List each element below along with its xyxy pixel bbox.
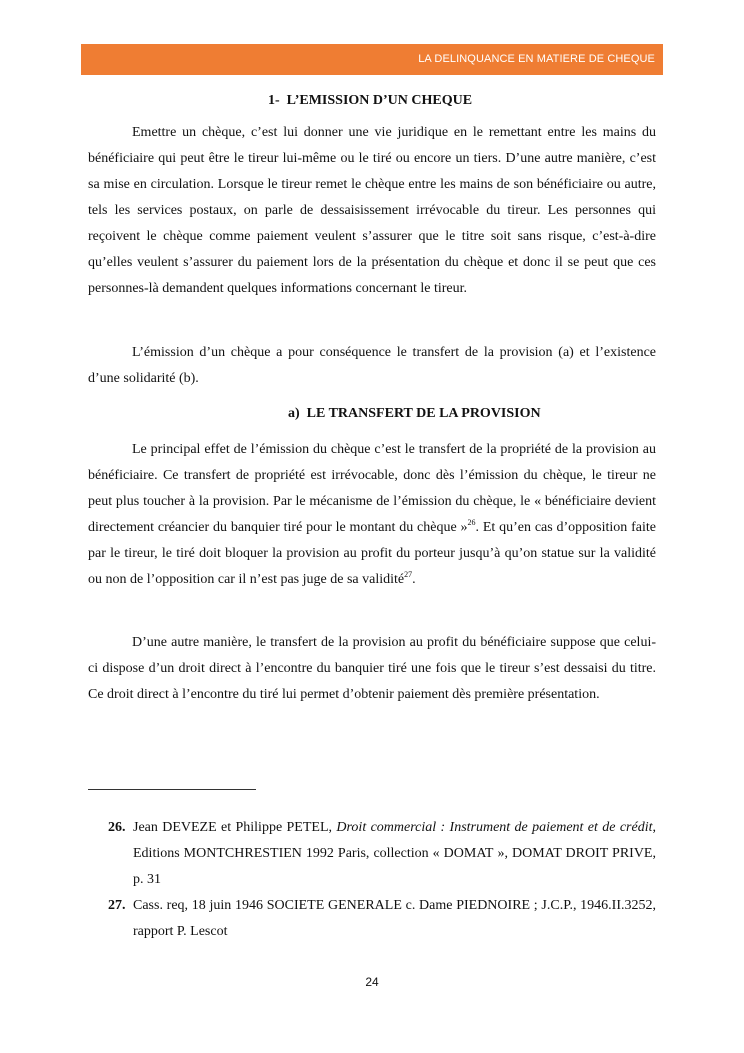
footnote-number: 26.	[108, 820, 126, 835]
page-number: 24	[365, 975, 379, 989]
running-header-title: LA DELINQUANCE EN MATIERE DE CHEQUE	[418, 53, 655, 65]
footnote-separator	[88, 789, 256, 790]
paragraph-consequences: L’émission d’un chèque a pour conséquence le transfert de la provision (a) et l’existence d’une solidarité (b).	[88, 345, 656, 386]
subsection-heading	[288, 406, 541, 422]
footnote-body: Cass. req, 18 juin 1946 SOCIETE GENERALE c. Dame PIEDNOIRE ; J.C.P., 1946.II.3252, rapport P. Lescot	[133, 898, 656, 939]
paragraph-droit-direct: D’une autre manière, le transfert de la provision au profit du bénéficiaire suppose que celui-ci dispose d’un droit direct à l’encontre du banquier tiré une fois que le tireur s’est dessaisi du titre. Ce droit direct à l’encontre du tiré lui permet d’obtenir paiement dès première présentation.	[88, 635, 656, 702]
footnote-number: 27.	[108, 898, 126, 913]
footnote-ref-26[interactable]: 26	[467, 518, 476, 527]
footnote-title-italic: Droit commercial : Instrument de paiement et de crédit	[336, 820, 653, 835]
footnote-body	[133, 815, 656, 893]
section-heading: 1- L’EMISSION D’UN CHEQUE	[268, 93, 473, 108]
paragraph-transfert	[88, 437, 656, 593]
footnote-text-after: , Editions MONTCHRESTIEN 1992 Paris, collection « DOMAT », DOMAT DROIT PRIVE, p. 31	[133, 820, 657, 887]
footnote-27	[108, 893, 656, 945]
footnote-26	[108, 815, 656, 893]
footnote-text-before: Jean DEVEZE et Philippe PETEL,	[133, 820, 337, 835]
subsection-title: LE TRANSFERT DE LA PROVISION	[306, 406, 541, 421]
subsection-label: a)	[288, 406, 300, 421]
paragraph-transfert-text-c: .	[412, 572, 416, 587]
paragraph-emission: Emettre un chèque, c’est lui donner une vie juridique en le remettant entre les mains du bénéficiaire qui peut être le tireur lui-même ou le tiré ou encore un tiers. D’une autre manière, c’est sa mise en circulation. Lorsque le tireur remet le chèque entre les mains de son bénéficiaire ou autre, tels les services postaux, on parle de dessaisissement irrévocable du tireur. Les personnes qui reçoivent le chèque comme paiement veulent s’assurer que le titre soit sans risque, c’est-à-dire qu’elles veulent s’assurer du paiement lors de la présentation du chèque et donc il se peut que ces personnes-là demandent quelques informations concernant le tireur.	[88, 125, 656, 296]
paragraph-transfert-text-a: Le principal effet de l’émission du chèque c’est le transfert de la propriété de la provision au bénéficiaire. Ce transfert de propriété est irrévocable, donc dès l’émission du chèque, le tireur ne peut plus toucher à la provision. Par le mécanisme de l’émission du chèque, le « bénéficiaire devient directement créancier du banquier tiré pour le montant du chèque »	[88, 442, 656, 535]
header-bar	[81, 44, 663, 75]
paragraph-transfert-text-b: . Et qu’en cas d’opposition faite par le tireur, le tiré doit bloquer la provision au profit du porteur jusqu’à qu’on statue sur la validité ou non de l’opposition car il n’est pas juge de sa validité	[88, 520, 656, 587]
footnote-ref-27[interactable]: 27	[404, 570, 413, 579]
